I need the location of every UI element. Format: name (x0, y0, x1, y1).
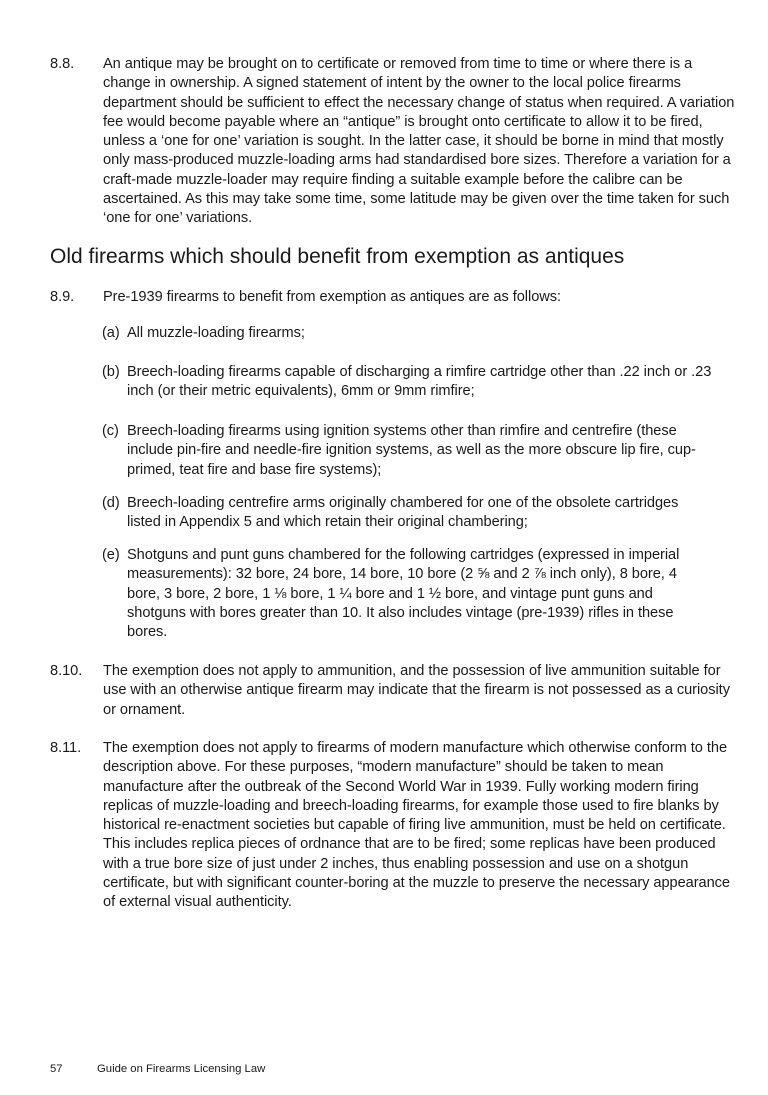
section-heading: Old firearms which should benefit from exemption as antiques (50, 245, 625, 268)
paragraph-number: 8.10. (50, 663, 83, 679)
list-item-text: Breech-loading centrefire arms originally chambered for one of the obsolete cartridges listed in Appendix 5 and which retain their original chambering; (127, 495, 679, 531)
list-item-label: (e) (102, 547, 120, 563)
paragraph-text: The exemption does not apply to ammunition, and the possession of live ammunition suitable for use with an otherwise antique firearm may indicate that the firearm is not possessed as a curiosity or ornament. (103, 663, 730, 718)
list-item-d (102, 494, 712, 533)
paragraph-8-10 (50, 662, 740, 720)
page-number: 57 (50, 1063, 63, 1075)
paragraph-8-8 (50, 55, 740, 229)
list-item-text: Breech-loading firearms using ignition systems other than rimfire and centrefire (these include pin-fire and needle-fire ignition systems, as well as the more obscure lip fire, cup-primed, teat fire and base fire systems); (127, 423, 696, 478)
page-footer (50, 1062, 265, 1076)
list-item-text: Breech-loading firearms capable of discharging a rimfire cartridge other than .22 inch or .23 inch (or their metric equivalents), 6mm or 9mm rimfire; (127, 364, 712, 400)
list-item-text: Shotguns and punt guns chambered for the following cartridges (expressed in imperial measurements): 32 bore, 24 bore, 14 bore, 10 bore (2 ⅝ and 2 ⅞ inch only), 8 bore, 4 bore, 3 bore, 2 bore, 1 ⅛ bore, 1 ¼ bore and 1 ½ bore, and vintage punt guns and shotguns with bores greater than 10. It also includes vintage (pre-1939) rifles in these bores. (127, 547, 680, 641)
list-item-b (102, 363, 712, 402)
paragraph-8-11 (50, 739, 740, 913)
list-item-label: (c) (102, 423, 119, 439)
list-item-label: (a) (102, 325, 120, 341)
paragraph-text: Pre-1939 firearms to benefit from exemption as antiques are as follows: (103, 289, 561, 305)
list-item-label: (d) (102, 495, 120, 511)
list-item-e (102, 546, 712, 642)
list-item-label: (b) (102, 364, 120, 380)
document-title: Guide on Firearms Licensing Law (97, 1063, 266, 1075)
paragraph-number: 8.9. (50, 289, 75, 305)
list-item-text: All muzzle-loading firearms; (127, 325, 305, 341)
list-item-a (102, 324, 712, 343)
list-item-c (102, 422, 712, 480)
paragraph-text: The exemption does not apply to firearms of modern manufacture which otherwise conform to the description above. For these purposes, “modern manufacture” should be taken to mean manufacture after the outbreak of the Second World War in 1939. Fully working modern firing replicas of muzzle-loading and breech-loading firearms, for example those used to fire blanks by historical re-enactment societies but capable of firing live ammunition, must be held on certificate. This includes replica pieces of ordnance that are to be fired; some replicas have been produced with a true bore size of just under 2 inches, thus enabling possession and use on a shotgun certificate, but with significant counter-boring at the muzzle to preserve the necessary appearance of external visual authenticity. (103, 740, 730, 911)
paragraph-number: 8.8. (50, 56, 75, 72)
paragraph-text: An antique may be brought on to certificate or removed from time to time or where there is a change in ownership. A signed statement of intent by the owner to the local police firearms department should be sufficient to effect the necessary change of status when required. A variation fee would become payable where an “antique” is brought onto certificate to allow it to be fired, unless a ‘one for one’ variation is sought. In the latter case, it should be borne in mind that mostly only mass-produced muzzle-loading arms had standardised bore sizes. Therefore a variation for a craft-made muzzle-loader may require finding a suitable example before the calibre can be ascertained. As this may take some time, some latitude may be given over the time taken for such ‘one for one’ variations. (103, 56, 735, 227)
paragraph-8-9 (50, 288, 740, 307)
paragraph-number: 8.11. (50, 740, 82, 756)
